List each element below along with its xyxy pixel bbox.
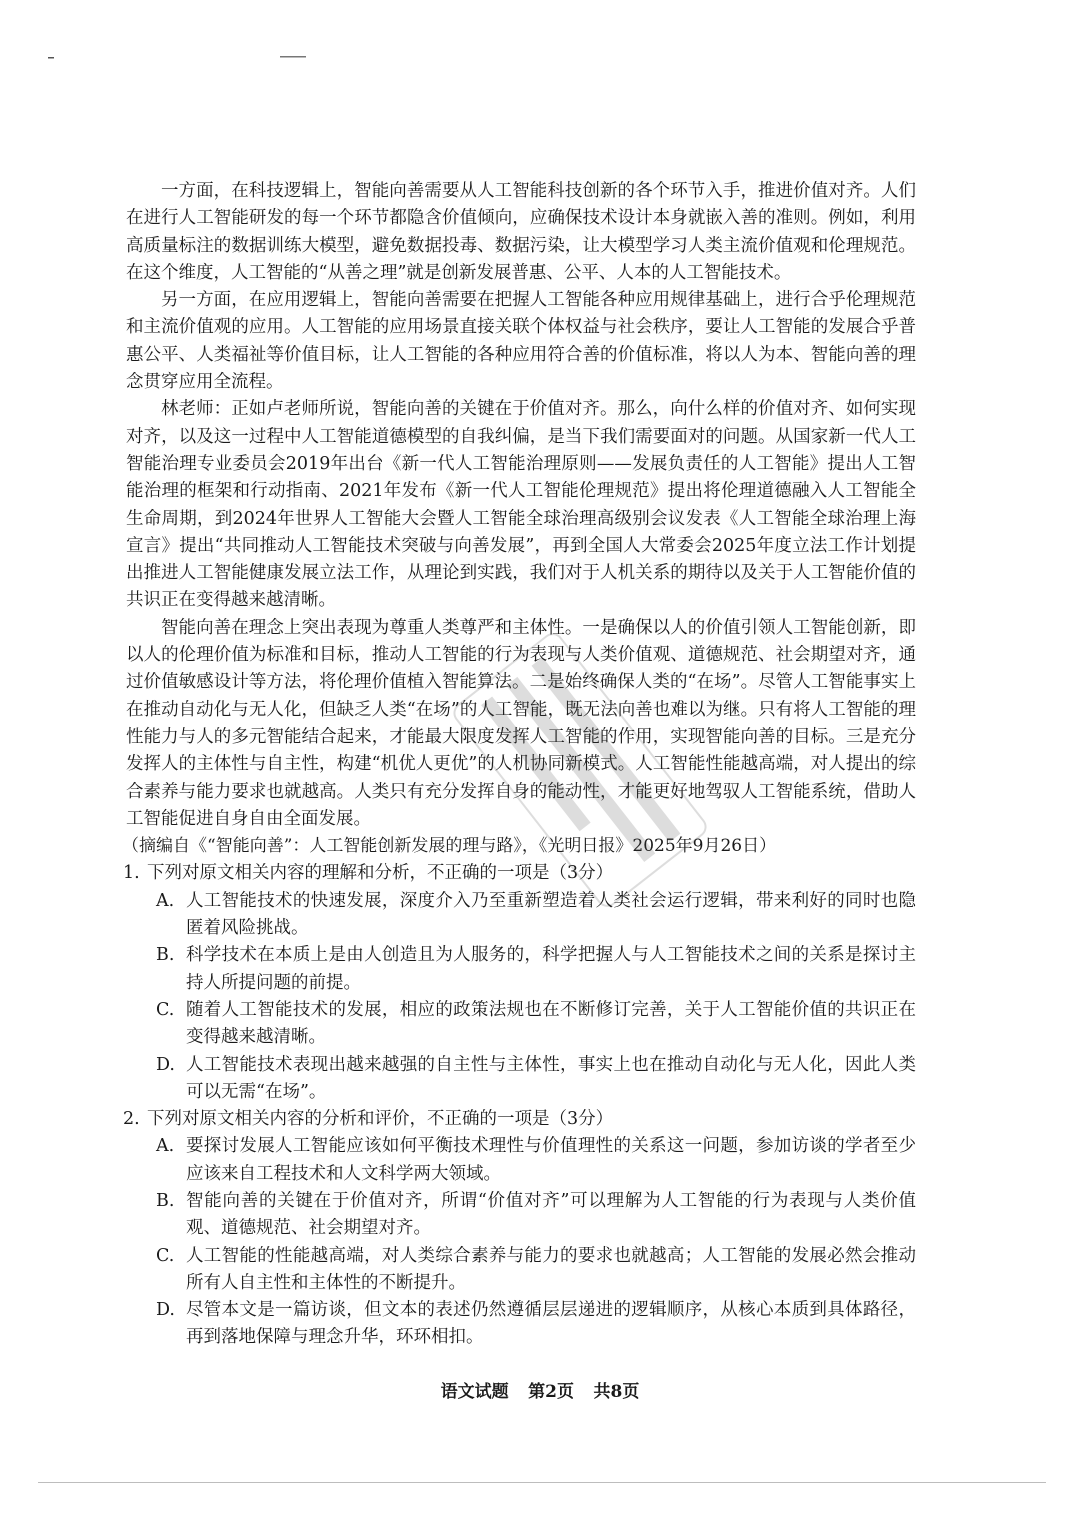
page-footer [0, 1377, 1080, 1402]
option-label: B. [156, 1190, 175, 1211]
article-source-citation: （摘编自《“智能向善”：人工智能创新发展的理与路》，《光明日报》2025年9月26日） [122, 836, 777, 857]
question-1-number: 1. [123, 863, 140, 884]
article-paragraph-1: 一方面，在科技逻辑上，智能向善需要从人工智能科技创新的各个环节入手，推进价值对齐。人们在进行人工智能研发的每一个环节都隐含价值倾向，应确保技术设计本身就嵌入善的准则。例如，利用高质量标注的数据训练大模型，避免数据投毒、数据污染，让大模型学习人类主流价值观和伦理规范。在这个维度，人工智能的“从善之理”就是创新发展普惠、公平、人本的人工智能技术。 [126, 181, 916, 283]
option-text: 尽管本文是一篇访谈，但文本的表述仍然遵循层层递进的逻辑顺序，从核心本质到具体路径，再到落地保障与理念升华，环环相扣。 [186, 1300, 916, 1348]
question-1 [123, 860, 916, 1106]
question-2-option-a [156, 1133, 916, 1188]
question-2-option-c [156, 1243, 916, 1298]
question-2 [123, 1106, 916, 1352]
article-paragraph-4: 智能向善在理念上突出表现为尊重人类尊严和主体性。一是确保以人的价值引领人工智能创新，即以人的伦理价值为标准和目标，推动人工智能的行为表现与人类价值观、道德规范、社会期望对齐，通过价值敏感设计等方法，将伦理价值植入智能算法。二是始终确保人类的“在场”。尽管人工智能事实上在推动自动化与无人化，但缺乏人类“在场”的人工智能，既无法向善也难以为继。只有将人工智能的理性能力与人的多元智能结合起来，才能最大限度发挥人工智能的作用，实现智能向善的目标。三是充分发挥人的主体性与自主性，构建“机优人更优”的人机协同新模式。人工智能性能越高端，对人提出的综合素养与能力要求也就越高。人类只有充分发挥自身的能动性，才能更好地驾驭人工智能系统，借助人工智能促进自身自由全面发展。 [126, 617, 916, 829]
option-text: 随着人工智能技术的发展，相应的政策法规也在不断修订完善，关于人工智能价值的共识正在变得越来越清晰。 [186, 999, 916, 1048]
option-text: 人工智能技术的快速发展，深度介入乃至重新塑造着人类社会运行逻辑，带来利好的同时也隐匿着风险挑战。 [186, 890, 916, 939]
question-1-option-b [156, 942, 916, 997]
question-1-option-c [156, 997, 916, 1052]
question-2-stem [123, 1106, 916, 1133]
option-label: A. [156, 890, 175, 911]
question-1-text: 下列对原文相关内容的理解和分析，不正确的一项是（3分） [147, 863, 614, 884]
question-2-option-b [156, 1188, 916, 1243]
footer-page-number: 第2页 [528, 1382, 574, 1402]
question-1-option-a [156, 888, 916, 943]
footer-subject: 语文试题 [440, 1382, 509, 1402]
option-text: 智能向善的关键在于价值对齐，所谓“价值对齐”可以理解为人工智能的行为表现与人类价值观、道德规范、社会期望对齐。 [186, 1190, 916, 1239]
option-text: 人工智能的性能越高端，对人类综合素养与能力的要求也就越高；人工智能的发展必然会推动所有人自主性和主体性的不断提升。 [186, 1245, 916, 1293]
option-text: 人工智能技术表现出越来越强的自主性与主体性，事实上也在推动自动化与无人化，因此人类可以无需“在场”。 [186, 1054, 916, 1102]
article-paragraph-3: 林老师：正如卢老师所说，智能向善的关键在于价值对齐。那么，向什么样的价值对齐、如何实现对齐，以及这一过程中人工智能道德模型的自我纠偏，是当下我们需要面对的问题。从国家新一代人工智能治理专业委员会2019年出台《新一代人工智能治理原则——发展负责任的人工智能》提出人工智能治理的框架和行动指南、2021年发布《新一代人工智能伦理规范》提出将伦理道德融入人工智能全生命周期，到2024年世界人工智能大会暨人工智能全球治理高级别会议发表《人工智能全球治理上海宣言》提出“共同推动人工智能技术突破与向善发展”，再到全国人大常委会2025年度立法工作计划提出推进人工智能健康发展立法工作，从理论到实践，我们对于人机关系的期待以及关于人工智能价值的共识正在变得越来越清晰。 [126, 399, 916, 611]
scan-bottom-edge [38, 1482, 1046, 1483]
footer-total-pages: 共8页 [593, 1382, 640, 1402]
question-2-option-d [156, 1297, 916, 1352]
option-label: C. [156, 999, 175, 1020]
option-label: D. [156, 1300, 175, 1321]
option-text: 科学技术在本质上是由人创造且为人服务的，科学把握人与人工智能技术之间的关系是探讨主持人所提问题的前提。 [186, 945, 916, 993]
option-label: D. [156, 1054, 175, 1075]
article-paragraph-2: 另一方面，在应用逻辑上，智能向善需要在把握人工智能各种应用规律基础上，进行合乎伦理规范和主流价值观的应用。人工智能的应用场景直接关联个体权益与社会秩序，要让人工智能的发展合乎普惠公平、人类福祉等价值目标，让人工智能的各种应用符合善的价值标准，将以人为本、智能向善的理念贯穿应用全流程。 [126, 290, 916, 393]
option-text: 要探讨发展人工智能应该如何平衡技术理性与价值理性的关系这一问题，参加访谈的学者至少应该来自工程技术和人文科学两大领域。 [186, 1136, 916, 1184]
question-2-text: 下列对原文相关内容的分析和评价，不正确的一项是（3分） [147, 1109, 614, 1130]
question-2-number: 2. [123, 1109, 140, 1130]
exam-page-content [122, 178, 916, 1352]
scan-edge-marks [40, 52, 320, 62]
question-1-stem [123, 860, 916, 887]
option-label: A. [156, 1136, 175, 1157]
option-label: B. [156, 945, 175, 966]
question-1-option-d [156, 1052, 916, 1107]
option-label: C. [156, 1245, 175, 1266]
